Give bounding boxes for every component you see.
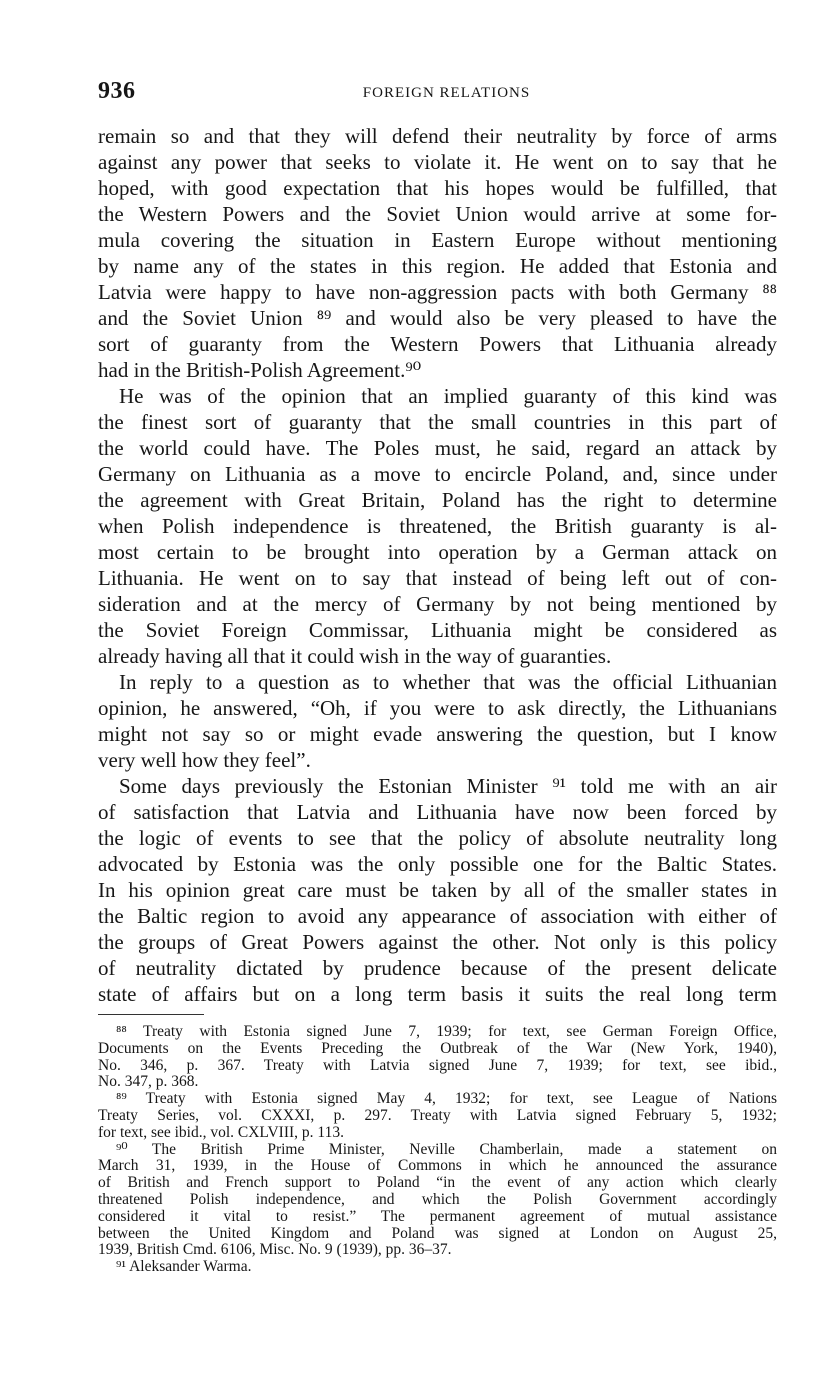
body-line: when Polish independence is threatened, the British guaranty is al- (98, 514, 777, 538)
body-line: sideration and at the mercy of Germany by not being mentioned by (98, 592, 777, 616)
footnote-line: ⁹⁰ The British Prime Minister, Neville Chamberlain, made a statement on (116, 1140, 777, 1158)
body-line: Germany on Lithuania as a move to encircle Poland, and, since under (98, 462, 777, 486)
body-line: most certain to be brought into operation by a German attack on (98, 540, 777, 564)
body-line: the Soviet Foreign Commissar, Lithuania might be considered as (98, 618, 777, 642)
body-line: opinion, he answered, “Oh, if you were to ask directly, the Lithuanians (98, 696, 777, 720)
body-line: against any power that seeks to violate it. He went on to say that he (98, 150, 777, 174)
body-line: by name any of the states in this region. He added that Estonia and (98, 254, 777, 278)
body-line: Some days previously the Estonian Minister ⁹¹ told me with an air (119, 774, 777, 798)
page-header (98, 78, 777, 110)
footnote-divider (98, 1014, 204, 1015)
body-line: sort of guaranty from the Western Powers that Lithuania already (98, 332, 777, 356)
body-line: In his opinion great care must be taken by all of the smaller states in (98, 878, 777, 902)
footnote-line: ⁸⁹ Treaty with Estonia signed May 4, 1932; for text, see League of Nations (116, 1090, 777, 1108)
body-line: of satisfaction that Latvia and Lithuania have now been forced by (98, 800, 777, 824)
body-line: the agreement with Great Britain, Poland has the right to determine (98, 488, 777, 512)
body-line: the Baltic region to avoid any appearance of association with either of (98, 904, 777, 928)
footnote-line: ⁸⁸ Treaty with Estonia signed June 7, 1939; for text, see German Foreign Office, (116, 1023, 777, 1040)
body-line: the logic of events to see that the policy of absolute neutrality long (98, 826, 777, 850)
body-line: the world could have. The Poles must, he said, regard an attack by (98, 436, 777, 460)
running-head: FOREIGN RELATIONS (362, 85, 531, 101)
body-line: remain so and that they will defend their neutrality by force of arms (98, 124, 777, 148)
footnote-line: between the United Kingdom and Poland was signed at London on August 25, (98, 1224, 777, 1242)
body-line: hoped, with good expectation that his hopes would be fulfilled, that (98, 176, 777, 200)
body-line: mula covering the situation in Eastern Europe without mentioning (98, 228, 777, 252)
footnote-line: ⁹¹ Aleksander Warma. (116, 1258, 252, 1276)
footnote-line: threatened Polish independence, and which the Polish Government accordingly (98, 1190, 777, 1208)
body-line: advocated by Estonia was the only possible one for the Baltic States. (98, 852, 777, 876)
body-line: He was of the opinion that an implied guaranty of this kind was (119, 384, 777, 408)
footnote-line: March 31, 1939, in the House of Commons in which he announced the assurance (98, 1157, 777, 1175)
footnote-line: No. 346, p. 367. Treaty with Latvia signed June 7, 1939; for text, see ibid., (98, 1056, 777, 1074)
footnotes (98, 1024, 777, 1276)
body-line: had in the British-Polish Agreement.⁹⁰ (98, 358, 422, 382)
body-line: very well how they feel”. (98, 748, 311, 772)
body-line: the Western Powers and the Soviet Union would arrive at some for- (98, 202, 777, 226)
footnote-line: Treaty Series, vol. CXXXI, p. 297. Treaty with Latvia signed February 5, 1932; (98, 1106, 777, 1124)
body-line: the finest sort of guaranty that the small countries in this part of (98, 410, 777, 434)
body-line: the groups of Great Powers against the other. Not only is this policy (98, 930, 777, 954)
page-number: 936 (98, 78, 136, 104)
footnote-line: considered it vital to resist.” The permanent agreement of mutual assistance (98, 1207, 777, 1225)
body-line: state of affairs but on a long term basis it suits the real long term (98, 982, 777, 1006)
body-line: Latvia were happy to have non-aggression pacts with both Germany ⁸⁸ (98, 280, 777, 304)
footnote-line: for text, see ibid., vol. CXLVIII, p. 113. (98, 1123, 344, 1141)
body-text (98, 123, 777, 1007)
body-line: and the Soviet Union ⁸⁹ and would also be very pleased to have the (98, 306, 777, 330)
footnote-line: of British and French support to Poland “in the event of any action which clearly (98, 1174, 777, 1192)
body-line: Lithuania. He went on to say that instead of being left out of con- (98, 566, 777, 590)
body-line: In reply to a question as to whether that was the official Lithuanian (119, 670, 777, 694)
body-line: might not say so or might evade answering the question, but I know (98, 722, 777, 746)
footnote-line: Documents on the Events Preceding the Outbreak of the War (New York, 1940), (98, 1039, 777, 1057)
body-line: already having all that it could wish in the way of guaranties. (98, 644, 612, 668)
footnote-line: No. 347, p. 368. (98, 1073, 199, 1091)
body-line: of neutrality dictated by prudence because of the present delicate (98, 956, 777, 980)
footnote-line: 1939, British Cmd. 6106, Misc. No. 9 (1939), pp. 36–37. (98, 1241, 452, 1259)
